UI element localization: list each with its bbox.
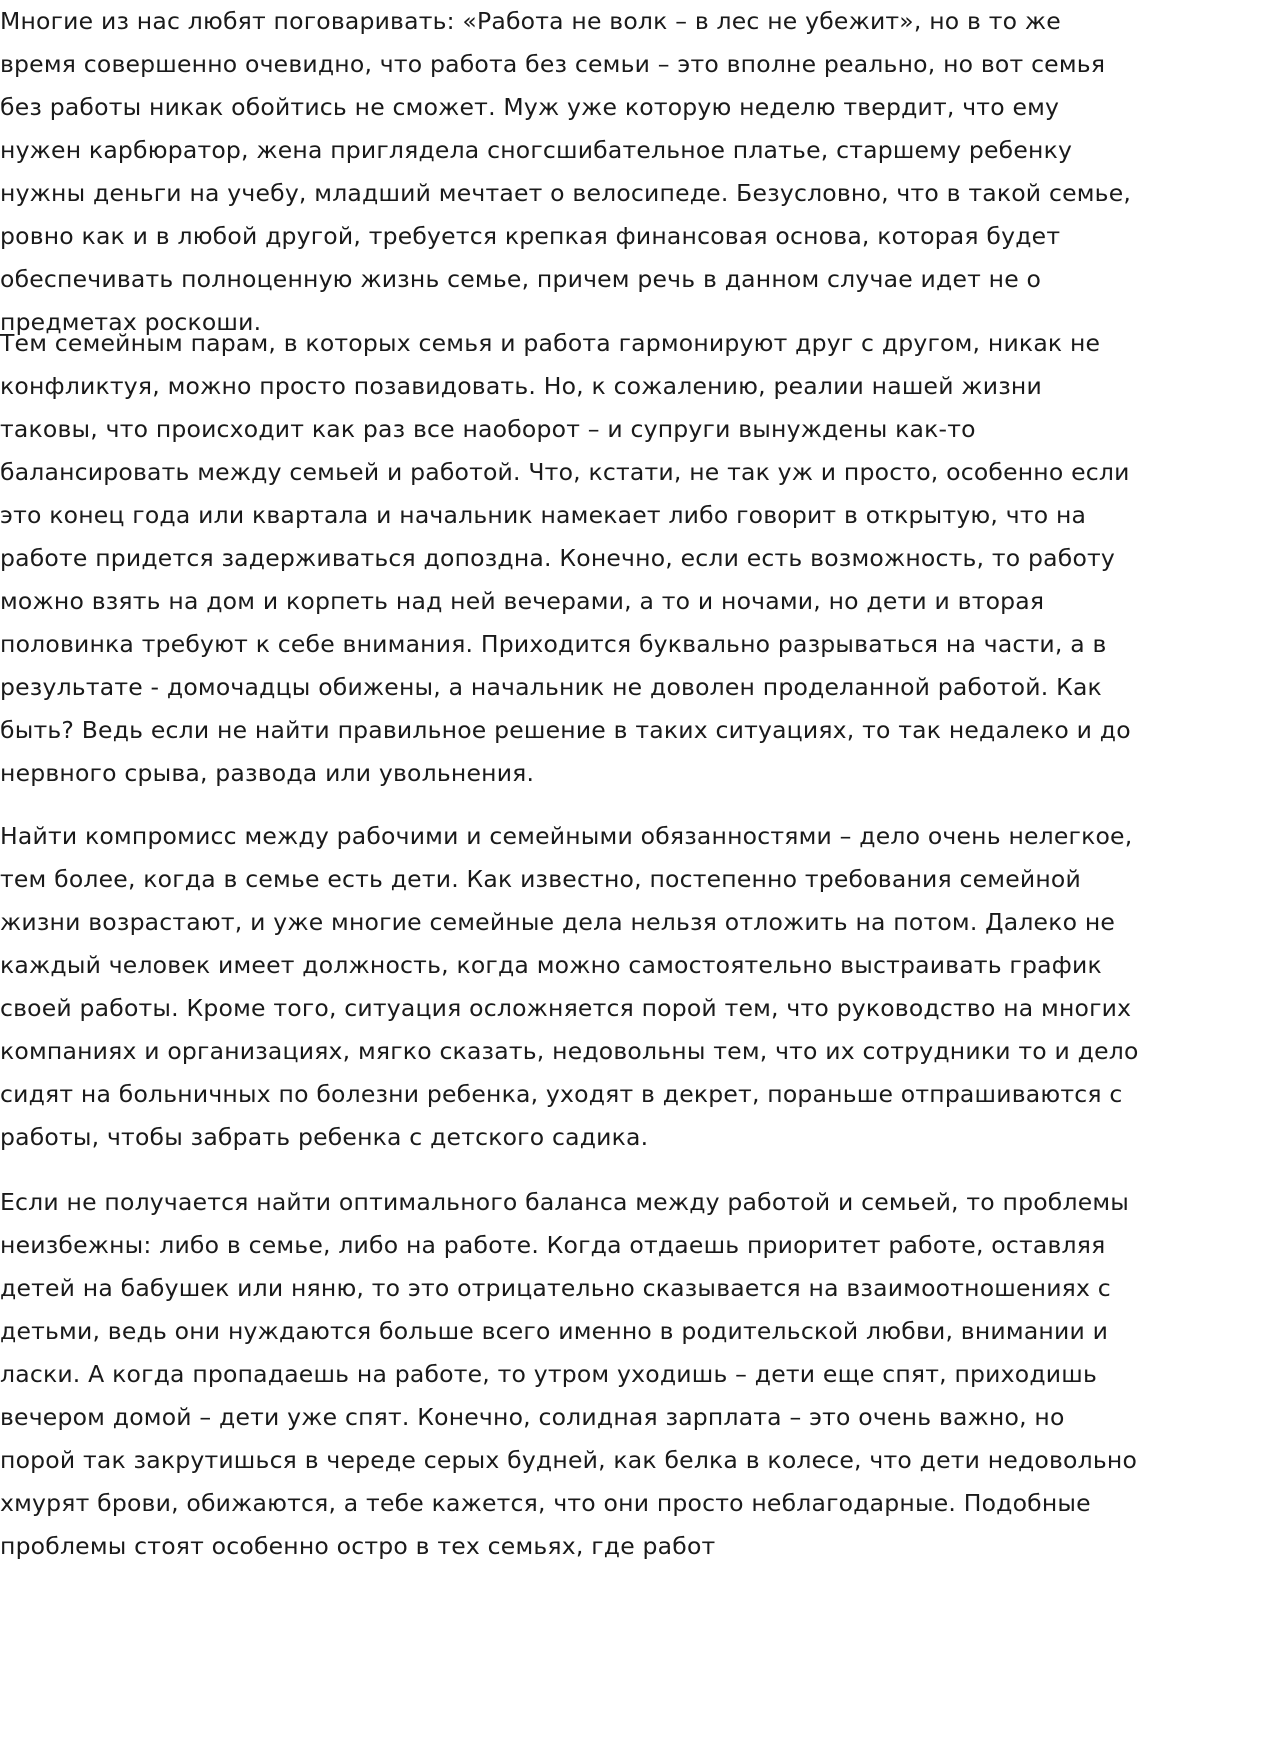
paragraph-1: Многие из нас любят поговаривать: «Работа не волк – в лес не убежит», но в то же время совершенно очевидно, что работа без семьи – это вполне реально, но вот семья без работы никак обойтись не сможет. Муж уже которую неделю твердит, что ему нужен карбюратор, жена приглядела сногсшибательное платье, старшему ребенку нужны деньги на учебу, младший мечтает о велосипеде. Безусловно, что в такой семье, ровно как и в любой другой, требуется крепкая финансовая основа, которая будет обеспечивать полноценную жизнь семье, причем речь в данном случае идет не о предметах роскоши. <box>0 7 1132 336</box>
paragraph-4: Если не получается найти оптимального баланса между работой и семьей, то проблемы неизбежны: либо в семье, либо на работе. Когда отдаешь приоритет работе, оставляя детей на бабушек или няню, то это отрицательно сказывается на взаимоотношениях с детьми, ведь они нуждаются больше всего именно в родительской любви, внимании и ласки. А когда пропадаешь на работе, то утром уходишь – дети еще спят, приходишь вечером домой – дети уже спят. Конечно, солидная зарплата – это очень важно, но порой так закрутишься в череде серых будней, как белка в колесе, что дети недовольно хмурят брови, обижаются, а тебе кажется, что они просто неблагодарные. Подобные проблемы стоят особенно остро в тех семьях, где работ <box>0 1188 1138 1560</box>
paragraph-3: Найти компромисс между рабочими и семейными обязанностями – дело очень нелегкое, тем более, когда в семье есть дети. Как известно, постепенно требования семейной жизни возрастают, и уже многие семейные дела нельзя отложить на потом. Далеко не каждый человек имеет должность, когда можно самостоятельно выстраивать график своей работы. Кроме того, ситуация осложняется порой тем, что руководство на многих компаниях и организациях, мягко сказать, недовольны тем, что их сотрудники то и дело сидят на больничных по болезни ребенка, уходят в декрет, пораньше отпрашиваются с работы, чтобы забрать ребенка с детского садика. <box>0 822 1139 1151</box>
paragraph-2: Тем семейным парам, в которых семья и работа гармонируют друг с другом, никак не конфликтуя, можно просто позавидовать. Но, к сожалению, реалии нашей жизни таковы, что происходит как раз все наоборот – и супруги вынуждены как-то балансировать между семьей и работой. Что, кстати, не так уж и просто, особенно если это конец года или квартала и начальник намекает либо говорит в открытую, что на работе придется задерживаться допоздна. Конечно, если есть возможность, то работу можно взять на дом и корпеть над ней вечерами, а то и ночами, но дети и вторая половинка требуют к себе внимания. Приходится буквально разрываться на части, а в результате - домочадцы обижены, а начальник не доволен проделанной работой. Как быть? Ведь если не найти правильное решение в таких ситуациях, то так недалеко и до нервного срыва, развода или увольнения. <box>0 329 1131 787</box>
